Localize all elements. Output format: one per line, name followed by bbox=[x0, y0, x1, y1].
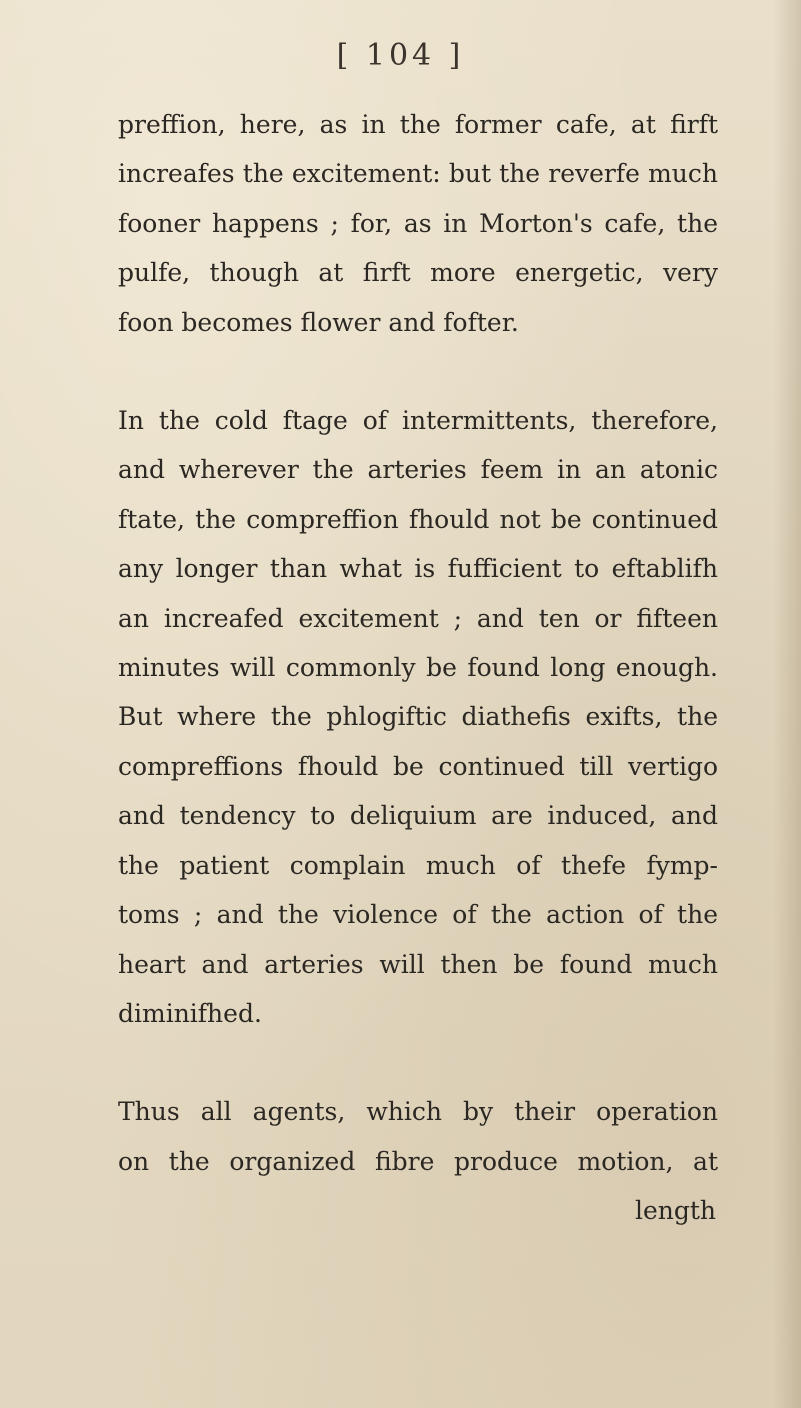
page-number-header: [ 104 ] bbox=[336, 38, 465, 73]
text-line: diminifhed. bbox=[118, 998, 262, 1028]
page-edge-shadow bbox=[773, 0, 801, 1408]
text-line: and wherever the arteries feem in an atonic bbox=[118, 455, 718, 485]
text-line: But where the phlogiftic diathefis exifts, the bbox=[118, 702, 718, 732]
text-line: toms ; and the violence of the action of the bbox=[118, 900, 718, 930]
text-line: ftate, the compreffion fhould not be continued bbox=[118, 504, 718, 534]
text-line: Thus all agents, which by their operation bbox=[118, 1097, 718, 1127]
text-line: pulfe, though at firft more energetic, very bbox=[118, 258, 718, 288]
text-line: and tendency to deliquium are induced, and bbox=[118, 801, 718, 831]
catchword: length bbox=[634, 1196, 716, 1226]
paragraph-gap bbox=[118, 1038, 718, 1087]
text-line: increafes the excitement: but the reverfe much bbox=[118, 159, 718, 189]
text-line: an increafed excitement ; and ten or fifteen bbox=[118, 603, 718, 633]
paragraph-2 bbox=[118, 396, 718, 1038]
text-line: compreffions fhould be continued till vertigo bbox=[118, 751, 718, 781]
text-line: preffion, here, as in the former cafe, at firft bbox=[118, 110, 718, 139]
text-line: the patient complain much of thefe fymp- bbox=[118, 850, 718, 880]
text-line: minutes will commonly be found long enough. bbox=[118, 653, 718, 683]
text-line: heart and arteries will then be found much bbox=[118, 949, 718, 979]
text-line: fooner happens ; for, as in Morton's cafe, the bbox=[118, 208, 718, 238]
text-line: any longer than what is fufficient to eftablifh bbox=[118, 554, 718, 584]
text-line: In the cold ftage of intermittents, therefore, bbox=[118, 406, 718, 436]
paragraph-3 bbox=[118, 1087, 718, 1186]
text-line: on the organized fibre produce motion, at bbox=[118, 1146, 718, 1176]
paragraph-1 bbox=[118, 100, 718, 347]
paragraph-gap bbox=[118, 347, 718, 396]
body-text bbox=[118, 100, 718, 1236]
text-line: foon becomes flower and fofter. bbox=[118, 307, 519, 337]
